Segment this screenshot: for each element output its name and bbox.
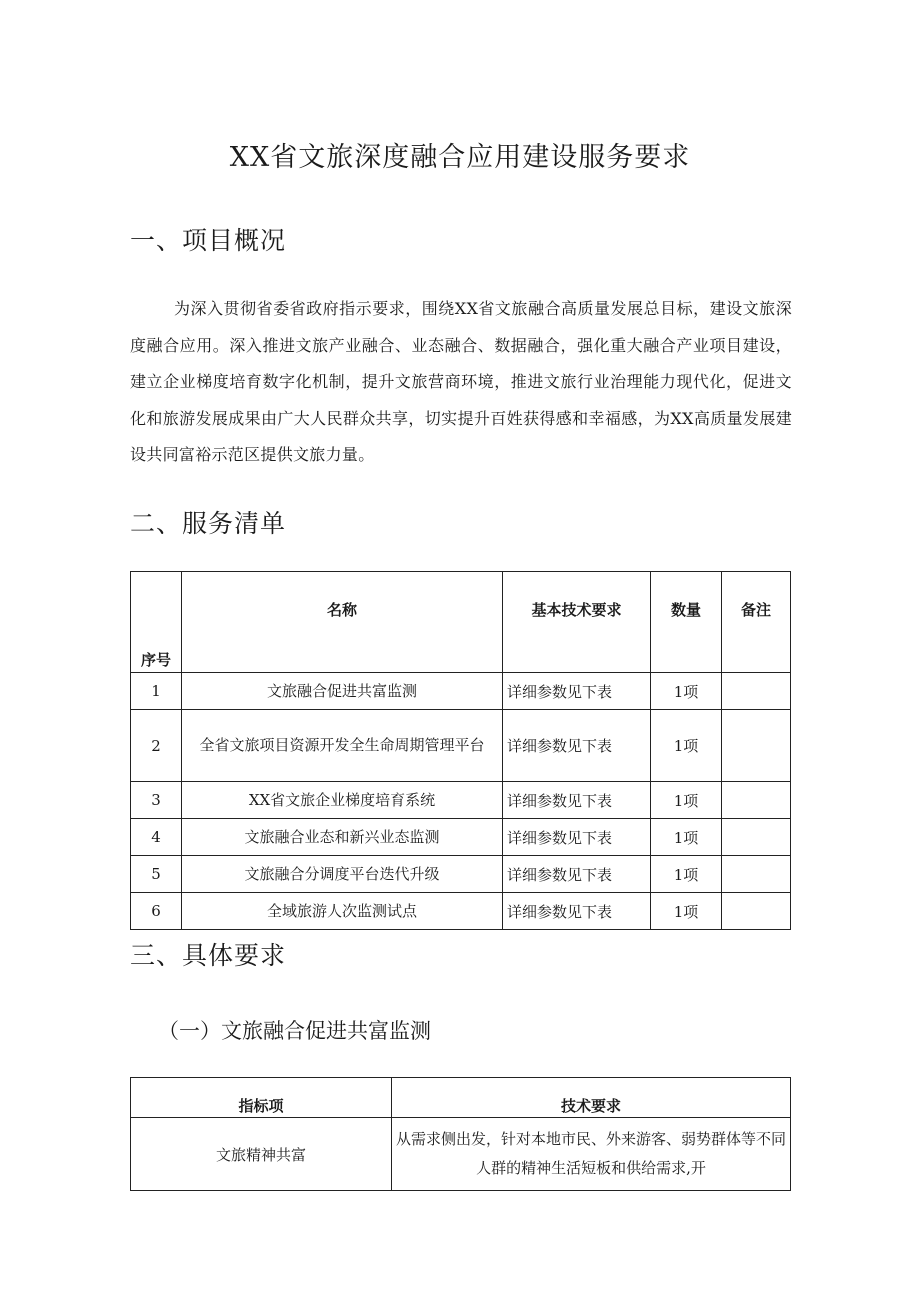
row-name: 文旅融合业态和新兴业态监测: [182, 819, 503, 856]
row-seq: 2: [131, 710, 182, 782]
row-name: 文旅融合促进共富监测: [182, 673, 503, 710]
column-header-seq: 序号: [131, 572, 182, 673]
row-name: XX省文旅企业梯度培育系统: [182, 782, 503, 819]
row-quantity: 1项: [651, 782, 722, 819]
table-row: [131, 710, 791, 782]
column-header-tech-requirement: 技术要求: [392, 1078, 791, 1118]
row-requirement: 详细参数见下表: [503, 782, 651, 819]
row-quantity: 1项: [651, 856, 722, 893]
table-row: [131, 1118, 791, 1191]
row-note: [722, 856, 791, 893]
row-note: [722, 782, 791, 819]
column-header-requirement: 基本技术要求: [503, 572, 651, 673]
table-header-row: [131, 1078, 791, 1118]
subsection-heading-common-prosperity: （一）文旅融合促进共富监测: [158, 1019, 431, 1043]
indicator-table: [130, 1077, 791, 1191]
table-row: [131, 893, 791, 930]
row-quantity: 1项: [651, 673, 722, 710]
row-note: [722, 710, 791, 782]
row-quantity: 1项: [651, 893, 722, 930]
row-name: 全省文旅项目资源开发全生命周期管理平台: [182, 710, 503, 782]
row-name: 全域旅游人次监测试点: [182, 893, 503, 930]
row-note: [722, 819, 791, 856]
indicator-name: 文旅精神共富: [131, 1118, 392, 1191]
row-quantity: 1项: [651, 710, 722, 782]
row-seq: 4: [131, 819, 182, 856]
table-row: [131, 673, 791, 710]
overview-paragraph: 为深入贯彻省委省政府指示要求，围绕XX省文旅融合高质量发展总目标，建设文旅深度融合应用。深入推进文旅产业融合、业态融合、数据融合，强化重大融合产业项目建设，建立企业梯度培育数字化机制，提升文旅营商环境，推进文旅行业治理能力现代化，促进文化和旅游发展成果由广大人民群众共享，切实提升百姓获得感和幸福感，为XX高质量发展建设共同富裕示范区提供文旅力量。: [130, 299, 792, 464]
section-heading-requirements: 三、具体要求: [130, 941, 287, 970]
section-heading-overview: 一、项目概况: [130, 226, 287, 255]
row-note: [722, 893, 791, 930]
table-row: [131, 856, 791, 893]
row-seq: 3: [131, 782, 182, 819]
column-header-indicator: 指标项: [131, 1078, 392, 1118]
row-quantity: 1项: [651, 819, 722, 856]
service-list-table: [130, 571, 791, 930]
table-header-row: [131, 572, 791, 673]
table-row: [131, 782, 791, 819]
row-note: [722, 673, 791, 710]
row-requirement: 详细参数见下表: [503, 893, 651, 930]
document-title: XX省文旅深度融合应用建设服务要求: [229, 142, 691, 173]
row-seq: 1: [131, 673, 182, 710]
row-name: 文旅融合分调度平台迭代升级: [182, 856, 503, 893]
column-header-note: 备注: [722, 572, 791, 673]
row-seq: 6: [131, 893, 182, 930]
column-header-quantity: 数量: [651, 572, 722, 673]
row-requirement: 详细参数见下表: [503, 710, 651, 782]
row-seq: 5: [131, 856, 182, 893]
row-requirement: 详细参数见下表: [503, 819, 651, 856]
row-requirement: 详细参数见下表: [503, 856, 651, 893]
section-heading-service-list: 二、服务清单: [130, 509, 287, 538]
table-row: [131, 819, 791, 856]
indicator-requirement: 从需求侧出发，针对本地市民、外来游客、弱势群体等不同人群的精神生活短板和供给需求,开: [392, 1118, 791, 1191]
row-requirement: 详细参数见下表: [503, 673, 651, 710]
column-header-name: 名称: [182, 572, 503, 673]
